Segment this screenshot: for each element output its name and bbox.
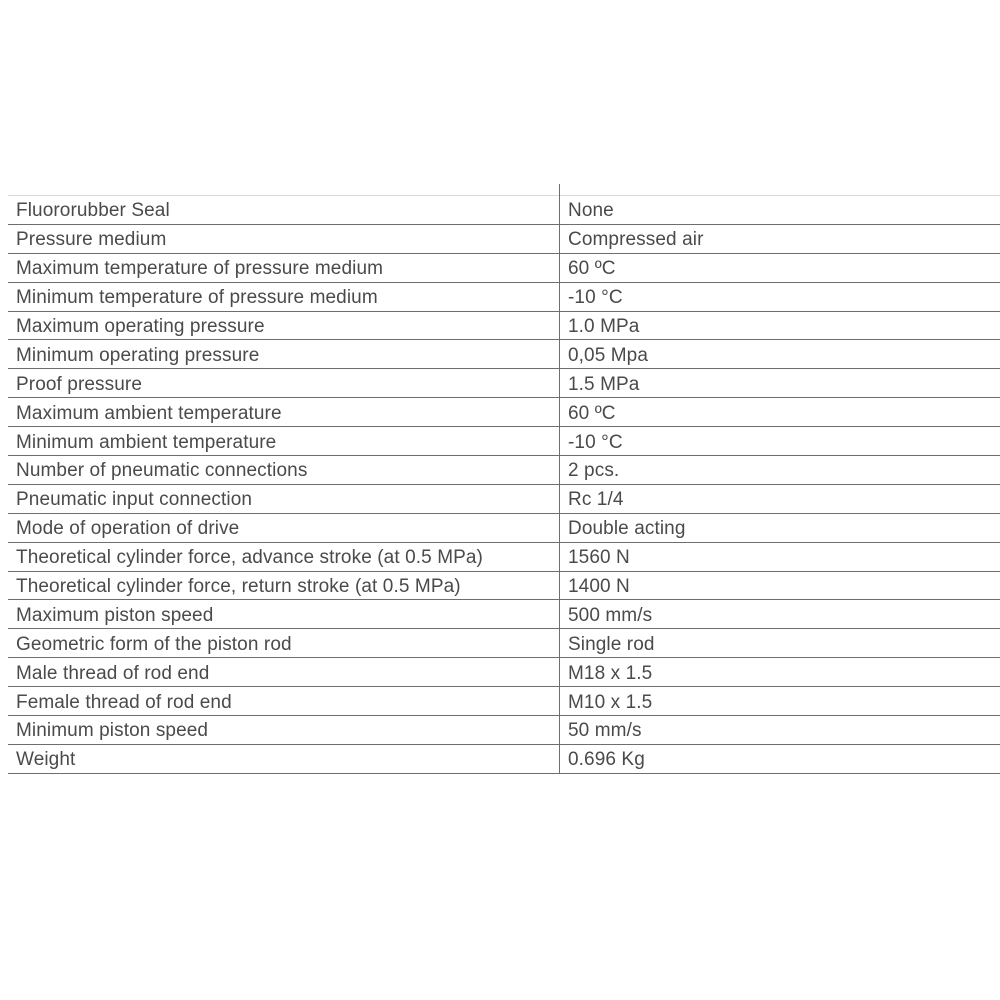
spec-name-cell: Maximum temperature of pressure medium <box>16 258 384 280</box>
column-divider <box>559 398 560 427</box>
spec-value-cell: Compressed air <box>568 229 704 251</box>
column-divider <box>559 716 560 745</box>
column-divider <box>559 745 560 774</box>
spec-value-cell: 1.0 MPa <box>568 316 640 337</box>
spec-value-cell: -10 °C <box>568 287 623 309</box>
spec-row <box>8 196 1000 225</box>
spec-name-cell: Weight <box>16 749 76 771</box>
spec-row <box>8 283 1000 312</box>
spec-value-cell: 50 mm/s <box>568 720 642 742</box>
spec-row <box>8 427 1000 456</box>
spec-row <box>8 629 1000 658</box>
spec-value-cell: 0.696 Kg <box>568 749 645 771</box>
column-divider <box>559 312 560 341</box>
spec-row <box>8 254 1000 283</box>
column-divider <box>559 687 560 716</box>
column-divider <box>559 283 560 312</box>
spec-name-cell: Theoretical cylinder force, return stroke (at 0.5 MPa) <box>16 576 461 598</box>
spec-name-cell: Pneumatic input connection <box>16 489 253 511</box>
column-divider-top <box>559 184 560 196</box>
spec-name-cell: Pressure medium <box>16 229 167 251</box>
spec-name-cell: Geometric form of the piston rod <box>16 633 292 655</box>
spec-row <box>8 514 1000 543</box>
spec-name-cell: Maximum operating pressure <box>16 316 265 337</box>
column-divider <box>559 543 560 572</box>
spec-value-cell: -10 °C <box>568 431 623 453</box>
spec-value-cell: 0,05 Mpa <box>568 344 649 366</box>
column-divider <box>559 658 560 687</box>
spec-row <box>8 398 1000 427</box>
spec-row <box>8 687 1000 716</box>
spec-row <box>8 658 1000 687</box>
spec-row <box>8 600 1000 629</box>
spec-name-cell: Maximum piston speed <box>16 604 214 626</box>
spec-value-cell: 60 ºC <box>568 258 616 280</box>
spec-row <box>8 312 1000 341</box>
column-divider <box>559 456 560 485</box>
spec-name-cell: Maximum ambient temperature <box>16 402 282 424</box>
spec-row <box>8 225 1000 254</box>
column-divider <box>559 196 560 225</box>
column-divider <box>559 600 560 629</box>
spec-name-cell: Mode of operation of drive <box>16 518 240 540</box>
spec-value-cell: 2 pcs. <box>568 460 620 482</box>
spec-row <box>8 745 1000 774</box>
spec-name-cell: Minimum piston speed <box>16 720 209 742</box>
spec-row <box>8 340 1000 369</box>
spec-value-cell: Rc 1/4 <box>568 489 624 511</box>
spec-name-cell: Theoretical cylinder force, advance stroke (at 0.5 MPa) <box>16 547 483 569</box>
spec-name-cell: Male thread of rod end <box>16 662 210 684</box>
spec-row <box>8 485 1000 514</box>
spec-value-cell: 60 ºC <box>568 402 616 424</box>
spec-table <box>8 195 1000 774</box>
spec-value-cell: M18 x 1.5 <box>568 662 653 684</box>
spec-row <box>8 369 1000 398</box>
column-divider <box>559 629 560 658</box>
column-divider <box>559 254 560 283</box>
column-divider <box>559 369 560 398</box>
spec-value-cell: 1.5 MPa <box>568 373 640 395</box>
spec-row <box>8 572 1000 601</box>
spec-value-cell: 500 mm/s <box>568 604 653 626</box>
column-divider <box>559 485 560 514</box>
spec-name-cell: Proof pressure <box>16 373 143 395</box>
spec-value-cell: None <box>568 200 614 222</box>
column-divider <box>559 225 560 254</box>
spec-value-cell: M10 x 1.5 <box>568 691 653 713</box>
column-divider <box>559 427 560 456</box>
column-divider <box>559 514 560 543</box>
spec-name-cell: Number of pneumatic connections <box>16 460 308 482</box>
spec-value-cell: 1400 N <box>568 576 630 598</box>
spec-name-cell: Female thread of rod end <box>16 691 232 713</box>
spec-row <box>8 456 1000 485</box>
spec-name-cell: Minimum temperature of pressure medium <box>16 287 378 309</box>
spec-row <box>8 716 1000 745</box>
spec-value-cell: 1560 N <box>568 547 630 569</box>
spec-name-cell: Minimum ambient temperature <box>16 431 277 453</box>
spec-value-cell: Single rod <box>568 633 655 655</box>
spec-name-cell: Minimum operating pressure <box>16 344 260 366</box>
column-divider <box>559 572 560 601</box>
column-divider <box>559 340 560 369</box>
spec-row <box>8 543 1000 572</box>
spec-name-cell: Fluororubber Seal <box>16 200 170 222</box>
spec-value-cell: Double acting <box>568 518 686 540</box>
